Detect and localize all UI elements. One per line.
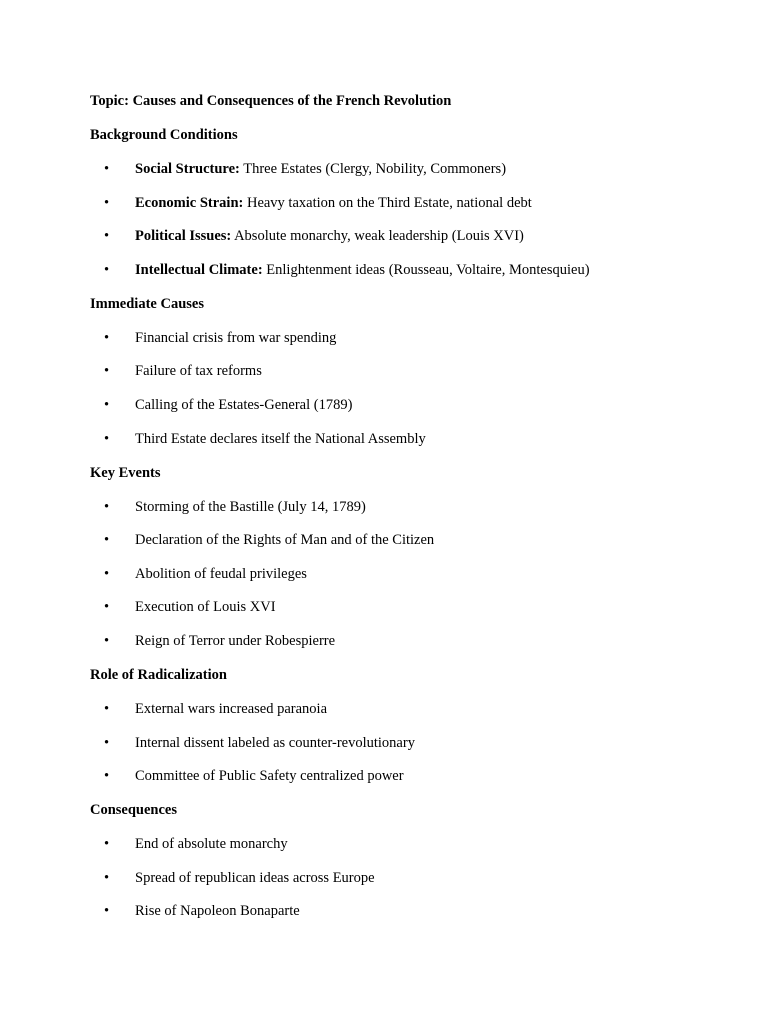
list-item	[90, 870, 730, 887]
list-item-text: Financial crisis from war spending	[135, 329, 337, 346]
bullet-list	[90, 330, 730, 448]
list-item-term: Political Issues:	[135, 228, 232, 245]
list-item-term: Intellectual Climate:	[135, 261, 263, 278]
list-item	[90, 903, 730, 920]
list-item-text: Three Estates (Clergy, Nobility, Commoners)	[239, 161, 507, 177]
bullet-icon: •	[104, 532, 110, 549]
bullet-icon: •	[104, 498, 110, 515]
bullet-icon: •	[104, 869, 110, 886]
list-item	[90, 633, 730, 650]
section-key-events	[90, 465, 730, 650]
bullet-icon: •	[104, 194, 110, 211]
section-heading: Key Events	[90, 464, 161, 481]
bullet-icon: •	[104, 734, 110, 751]
list-item	[90, 499, 730, 516]
section-heading: Role of Radicalization	[90, 666, 227, 683]
bullet-list	[90, 701, 730, 785]
bullet-icon: •	[104, 700, 110, 717]
bullet-icon: •	[104, 565, 110, 582]
list-item-text: Internal dissent labeled as counter-revolutionary	[135, 734, 415, 751]
list-item	[90, 363, 730, 380]
bullet-icon: •	[104, 228, 110, 245]
section-heading: Immediate Causes	[90, 295, 204, 312]
list-item	[90, 262, 730, 279]
section-heading: Consequences	[90, 802, 178, 819]
section-role-of-radicalization	[90, 667, 730, 785]
list-item-text: Execution of Louis XVI	[135, 599, 276, 616]
bullet-icon: •	[104, 599, 110, 616]
list-item	[90, 330, 730, 347]
list-item-term: Economic Strain:	[135, 194, 244, 211]
list-item	[90, 566, 730, 583]
bullet-icon: •	[104, 903, 110, 920]
list-item-text: Abolition of feudal privileges	[135, 565, 307, 582]
list-item-text: Enlightenment ideas (Rousseau, Voltaire, Montesquieu)	[262, 261, 590, 278]
bullet-icon: •	[104, 261, 110, 278]
list-item-text: Failure of tax reforms	[135, 363, 262, 380]
list-item-text: Storming of the Bastille (July 14, 1789)	[135, 498, 366, 515]
list-item	[90, 532, 730, 549]
section-heading: Background Conditions	[90, 127, 238, 143]
list-item-text: Reign of Terror under Robespierre	[135, 632, 336, 649]
list-item	[90, 397, 730, 414]
list-item	[90, 735, 730, 752]
bullet-icon: •	[104, 836, 110, 853]
list-item	[90, 195, 730, 212]
list-item	[90, 836, 730, 853]
document-body	[90, 93, 730, 937]
bullet-list	[90, 161, 730, 279]
list-item-text: Spread of republican ideas across Europe	[135, 869, 375, 886]
list-item-text: Committee of Public Safety centralized power	[135, 768, 404, 785]
section-background-conditions	[90, 127, 730, 279]
list-item-text: Rise of Napoleon Bonaparte	[135, 903, 300, 920]
list-item	[90, 768, 730, 785]
list-item	[90, 431, 730, 448]
list-item-text: External wars increased paranoia	[135, 700, 328, 717]
list-item-term: Social Structure:	[135, 161, 240, 177]
section-consequences	[90, 802, 730, 920]
list-item-text: Declaration of the Rights of Man and of the Citizen	[135, 532, 435, 549]
list-item-text: Calling of the Estates-General (1789)	[135, 396, 353, 413]
list-item	[90, 599, 730, 616]
list-item-text: Absolute monarchy, weak leadership (Louis XVI)	[231, 228, 524, 245]
list-item	[90, 161, 730, 178]
bullet-list	[90, 836, 730, 920]
bullet-icon: •	[104, 396, 110, 413]
list-item	[90, 228, 730, 245]
list-item	[90, 701, 730, 718]
bullet-icon: •	[104, 161, 110, 177]
bullet-icon: •	[104, 768, 110, 785]
bullet-icon: •	[104, 363, 110, 380]
bullet-icon: •	[104, 430, 110, 447]
bullet-icon: •	[104, 329, 110, 346]
list-item-text: End of absolute monarchy	[135, 836, 288, 853]
document-title: Topic: Causes and Consequences of the French Revolution	[90, 93, 452, 109]
list-item-text: Heavy taxation on the Third Estate, national debt	[243, 194, 532, 211]
bullet-list	[90, 499, 730, 650]
bullet-icon: •	[104, 632, 110, 649]
section-immediate-causes	[90, 296, 730, 448]
list-item-text: Third Estate declares itself the National Assembly	[135, 430, 426, 447]
